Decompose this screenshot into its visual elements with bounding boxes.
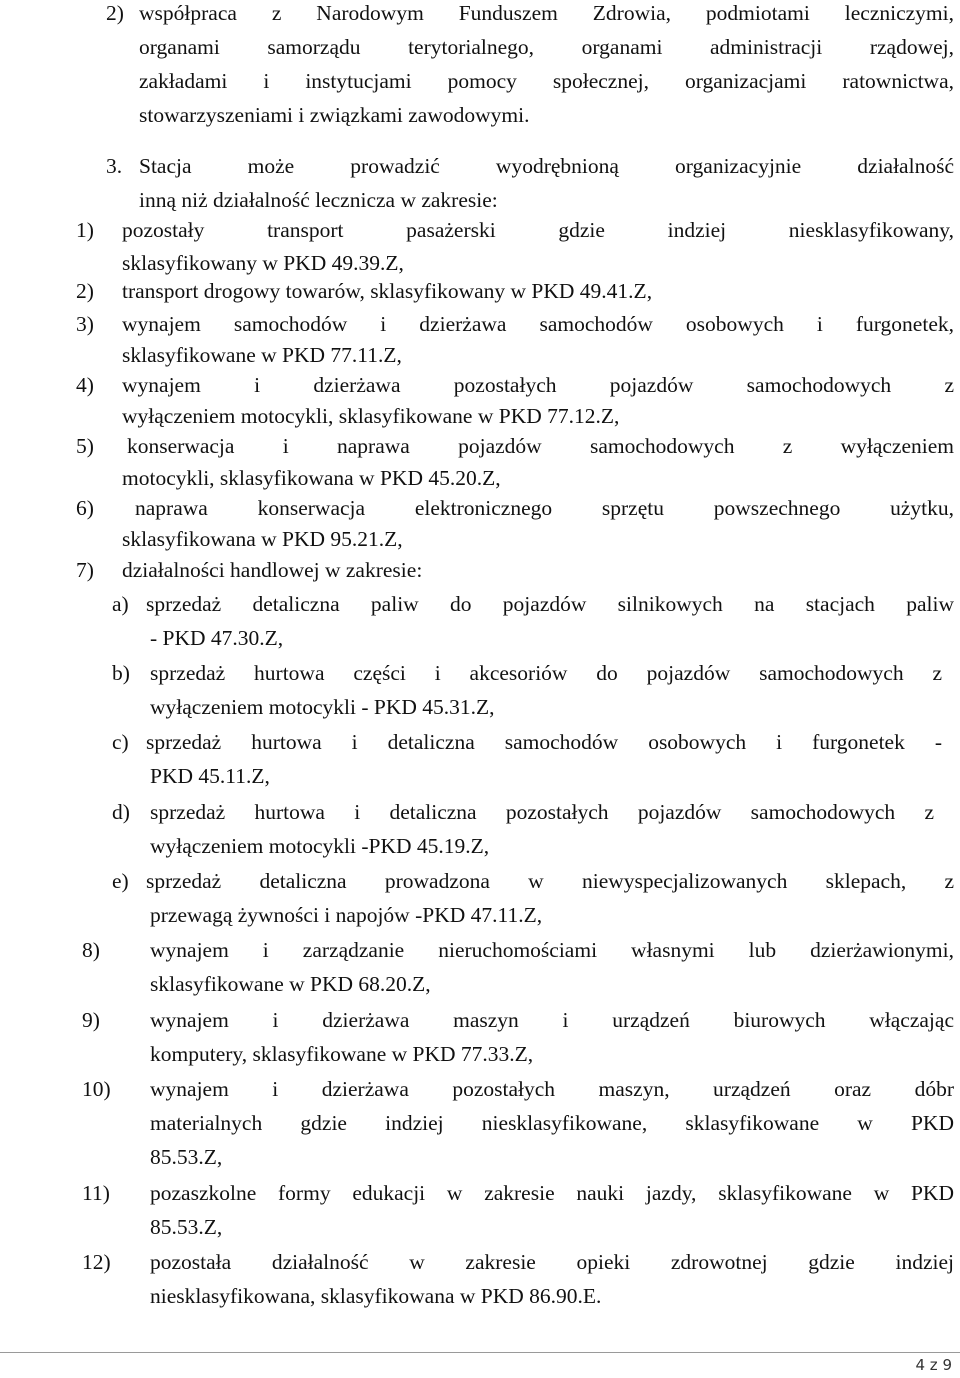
list-item-line: zakładami i instytucjami pomocy społecznej, organizacjami ratownictwa, [139, 69, 954, 93]
list-number: 8) [82, 938, 100, 962]
sublist-line: wyłączeniem motocykli - PKD 45.31.Z, [150, 695, 495, 719]
sublist-line: sprzedaż detaliczna prowadzona w niewyspecjalizowanych sklepach, z [146, 869, 954, 893]
sublist-line: sprzedaż hurtowa i detaliczna pozostałych pojazdów samochodowych z [150, 800, 934, 824]
sublist-label: e) [112, 869, 129, 893]
page-number: 4 z 9 [915, 1356, 952, 1374]
list-item-line: 85.53.Z, [150, 1215, 223, 1239]
sublist-line: sprzedaż hurtowa części i akcesoriów do pojazdów samochodowych z [150, 661, 942, 685]
list-item-line: sklasyfikowane w PKD 77.11.Z, [122, 343, 402, 367]
list-number: 1) [76, 218, 94, 242]
sublist-label: b) [112, 661, 130, 685]
sublist-line: PKD 45.11.Z, [150, 764, 270, 788]
sublist-label: d) [112, 800, 130, 824]
footer-divider [0, 1352, 960, 1353]
list-item-line: pozostała działalność w zakresie opieki zdrowotnej gdzie indziej [150, 1250, 954, 1274]
list-item-line: sklasyfikowana w PKD 95.21.Z, [122, 527, 403, 551]
list-item-line: wynajem i dzierżawa pozostałych pojazdów samochodowych z [122, 373, 954, 397]
list-number: 2) [106, 1, 124, 25]
list-item-line: organami samorządu terytorialnego, organami administracji rządowej, [139, 35, 954, 59]
list-item-line: sklasyfikowane w PKD 68.20.Z, [150, 972, 431, 996]
list-number: 6) [76, 496, 94, 520]
sublist-line: przewagą żywności i napojów -PKD 47.11.Z, [150, 903, 543, 927]
list-number: 9) [82, 1008, 100, 1032]
sublist-line: sprzedaż detaliczna paliw do pojazdów silnikowych na stacjach paliw [146, 592, 954, 616]
list-item-line: współpraca z Narodowym Funduszem Zdrowia, podmiotami leczniczymi, [139, 1, 954, 25]
list-number: 5) [76, 434, 94, 458]
list-number: 12) [82, 1250, 111, 1274]
list-item-line: wyłączeniem motocykli, sklasyfikowane w PKD 77.12.Z, [122, 404, 620, 428]
list-item-line: wynajem samochodów i dzierżawa samochodów osobowych i furgonetek, [122, 312, 954, 336]
section-line: inną niż działalność lecznicza w zakresie: [139, 188, 498, 212]
sublist-line: sprzedaż hurtowa i detaliczna samochodów osobowych i furgonetek - [146, 730, 942, 754]
list-item-line: naprawa konserwacja elektronicznego sprzętu powszechnego użytku, [135, 496, 954, 520]
list-item-line: wynajem i dzierżawa maszyn i urządzeń biurowych włączając [150, 1008, 954, 1032]
list-item-line: 85.53.Z, [150, 1145, 223, 1169]
section-number: 3. [106, 154, 123, 178]
list-item-line: konserwacja i naprawa pojazdów samochodowych z wyłączeniem [127, 434, 954, 458]
list-item-line: pozaszkolne formy edukacji w zakresie nauki jazdy, sklasyfikowane w PKD [150, 1181, 954, 1205]
list-item-line: sklasyfikowany w PKD 49.39.Z, [122, 251, 404, 275]
list-number: 4) [76, 373, 94, 397]
list-item-line: motocykli, sklasyfikowana w PKD 45.20.Z, [122, 466, 501, 490]
list-item-line: niesklasyfikowana, sklasyfikowana w PKD 86.90.E. [150, 1284, 602, 1308]
list-number: 3) [76, 312, 94, 336]
section-line: Stacja może prowadzić wyodrębnioną organizacyjnie działalność [139, 154, 954, 178]
list-item-line: pozostały transport pasażerski gdzie indziej niesklasyfikowany, [122, 218, 954, 242]
sublist-label: c) [112, 730, 129, 754]
list-number: 10) [82, 1077, 111, 1101]
list-item-line: wynajem i zarządzanie nieruchomościami własnymi lub dzierżawionymi, [150, 938, 954, 962]
list-item-line: wynajem i dzierżawa pozostałych maszyn, urządzeń oraz dóbr [150, 1077, 954, 1101]
list-number: 7) [76, 558, 94, 582]
list-item-line: materialnych gdzie indziej niesklasyfikowane, sklasyfikowane w PKD [150, 1111, 954, 1135]
list-item-line: komputery, sklasyfikowane w PKD 77.33.Z, [150, 1042, 534, 1066]
list-item-line: działalności handlowej w zakresie: [122, 558, 423, 582]
list-item-line: transport drogowy towarów, sklasyfikowany w PKD 49.41.Z, [122, 279, 653, 303]
list-item-line: stowarzyszeniami i związkami zawodowymi. [139, 103, 530, 127]
sublist-label: a) [112, 592, 129, 616]
sublist-line: wyłączeniem motocykli -PKD 45.19.Z, [150, 834, 490, 858]
list-number: 11) [82, 1181, 110, 1205]
sublist-line: - PKD 47.30.Z, [150, 626, 284, 650]
list-number: 2) [76, 279, 94, 303]
